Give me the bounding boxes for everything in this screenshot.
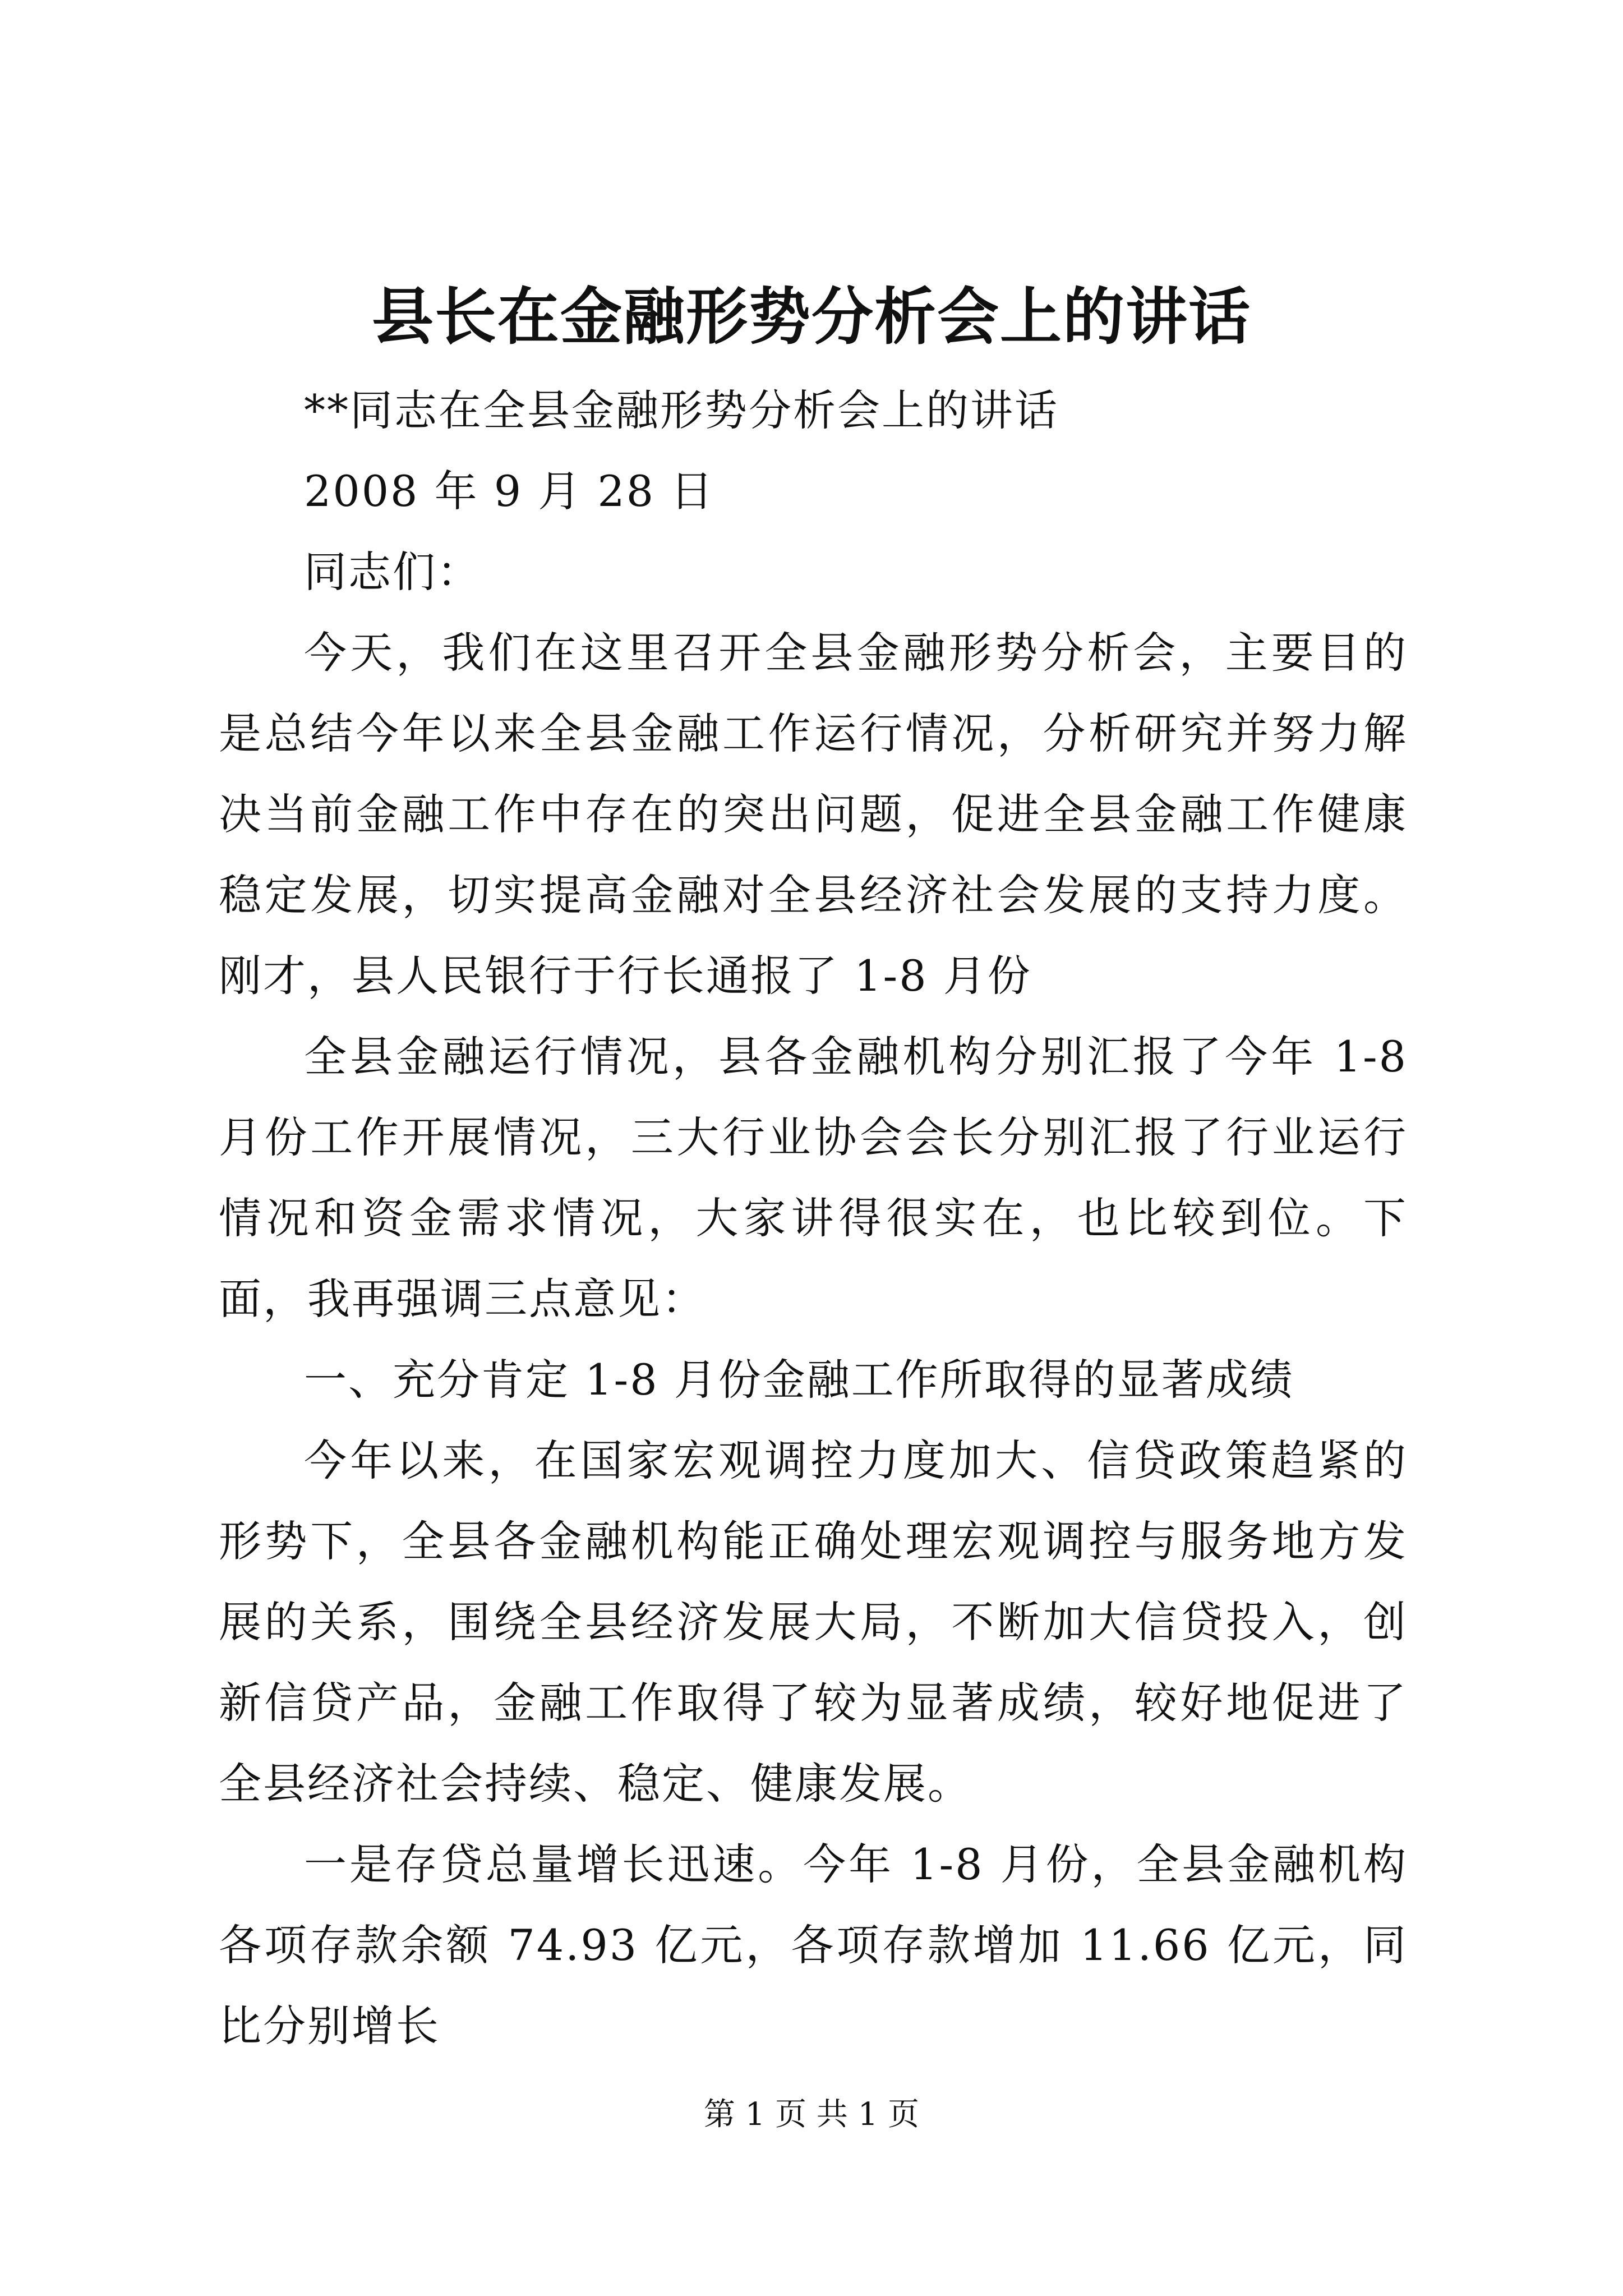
subtitle-line: **同志在全县金融形势分析会上的讲话 [304,385,1059,435]
paragraph-4: 一是存贷总量增长迅速。今年 1-8 月份，全县金融机构各项存款余额 74.93 亿元，各项存款增加 11.66 亿元，同比分别增长 [219,1839,1408,2051]
document-title: 县长在金融形势分析会上的讲话 [372,280,1251,353]
paragraph-2: 全县金融运行情况，县各金融机构分别汇报了今年 1-8 月份工作开展情况，三大行业协会会长分别汇报了行业运行情况和资金需求情况，大家讲得很实在，也比较到位。下面，我再强调三点意见： [219,1032,1408,1324]
section-heading-1: 一、充分肯定 1-8 月份金融工作所取得的显著成绩 [304,1355,1294,1405]
paragraph-3: 今年以来，在国家宏观调控力度加大、信贷政策趋紧的形势下，全县各金融机构能正确处理宏观调控与服务地方发展的关系，围绕全县经济发展大局，不断加大信贷投入，创新信贷产品，金融工作取得了较为显著成绩，较好地促进了全县经济社会持续、稳定、健康发展。 [219,1435,1408,1809]
salutation: 同志们： [304,547,481,597]
page-footer: 第 1 页 共 1 页 [703,2096,920,2133]
paragraph-1: 今天，我们在这里召开全县金融形势分析会，主要目的是总结今年以来全县金融工作运行情况，分析研究并努力解决当前金融工作中存在的突出问题，促进全县金融工作健康稳定发展，切实提高金融对全县经济社会发展的支持力度。刚才，县人民银行于行长通报了 1-8 月份 [219,628,1408,1001]
document-body [219,370,1408,2067]
date-line: 2008 年 9 月 28 日 [304,466,715,516]
